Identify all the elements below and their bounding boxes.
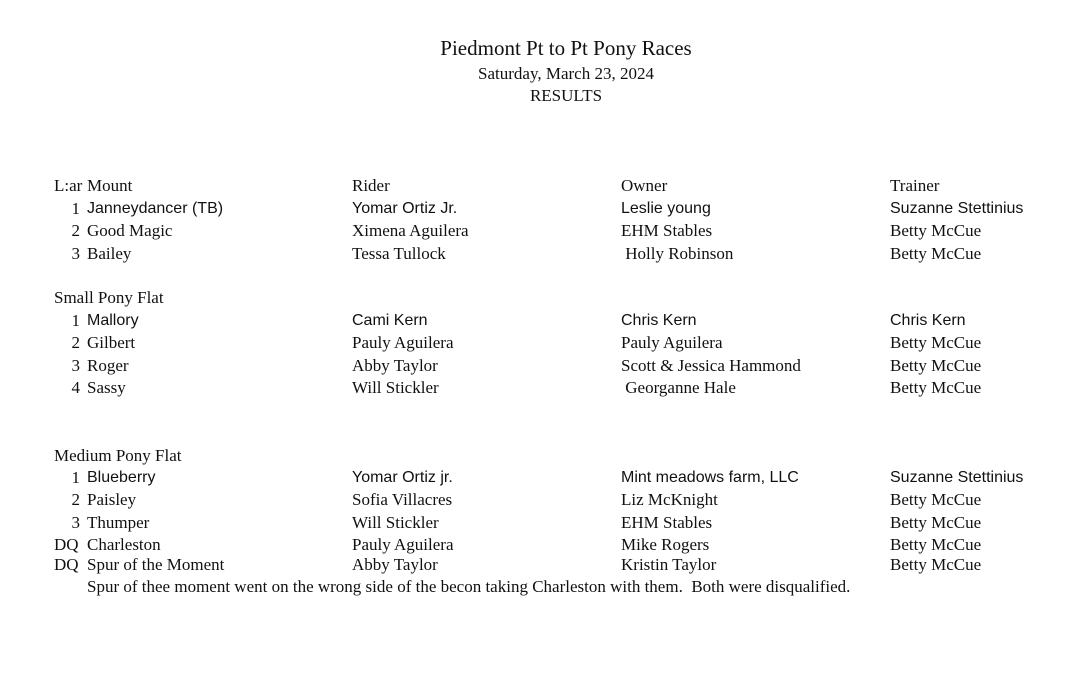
place: 1 bbox=[71, 311, 80, 330]
rider: Abby Taylor bbox=[352, 555, 438, 574]
table-header-row bbox=[0, 175, 1070, 197]
place: 4 bbox=[71, 378, 80, 397]
mount-column-header: Mount bbox=[87, 176, 133, 195]
owner: Liz McKnight bbox=[621, 490, 718, 509]
table-row bbox=[0, 243, 1070, 265]
place: 3 bbox=[71, 513, 80, 532]
mount: Charleston bbox=[87, 535, 161, 554]
rider: Cami Kern bbox=[352, 312, 428, 329]
owner: EHM Stables bbox=[621, 221, 713, 240]
mount: Bailey bbox=[87, 244, 132, 263]
trainer-column-header: Trainer bbox=[890, 176, 940, 195]
owner: Holly Robinson bbox=[621, 244, 734, 263]
owner: Kristin Taylor bbox=[621, 555, 717, 574]
rider: Pauly Aguilera bbox=[352, 333, 454, 352]
section-heading-small-pony-flat bbox=[0, 287, 1070, 309]
trainer: Chris Kern bbox=[890, 312, 966, 329]
race-date: Saturday, March 23, 2024 bbox=[478, 64, 654, 83]
rider: Abby Taylor bbox=[352, 356, 438, 375]
mount: Paisley bbox=[87, 490, 137, 509]
owner: Georganne Hale bbox=[621, 378, 736, 397]
mount: Thumper bbox=[87, 513, 150, 532]
trainer: Betty McCue bbox=[890, 378, 982, 397]
table-row bbox=[0, 355, 1070, 377]
table-row bbox=[0, 554, 1070, 576]
disqualification-note: Spur of thee moment went on the wrong side of the becon taking Charleston with them. Both were disqualified. bbox=[87, 577, 851, 596]
owner-column-header: Owner bbox=[621, 176, 668, 195]
mount: Spur of the Moment bbox=[87, 555, 225, 574]
document-title: Piedmont Pt to Pt Pony Races bbox=[440, 36, 692, 60]
place: 2 bbox=[71, 490, 80, 509]
owner: Leslie young bbox=[621, 200, 711, 217]
trainer: Betty McCue bbox=[890, 221, 982, 240]
table-row bbox=[0, 310, 1070, 332]
owner: Scott & Jessica Hammond bbox=[621, 356, 801, 375]
trainer: Betty McCue bbox=[890, 244, 982, 263]
rider: Will Stickler bbox=[352, 513, 439, 532]
rider: Pauly Aguilera bbox=[352, 535, 454, 554]
rider: Ximena Aguilera bbox=[352, 221, 469, 240]
owner: EHM Stables bbox=[621, 513, 713, 532]
trainer: Suzanne Stettinius bbox=[890, 200, 1024, 217]
mount: Good Magic bbox=[87, 221, 173, 240]
owner: Pauly Aguilera bbox=[621, 333, 723, 352]
section-heading-medium-pony-flat bbox=[0, 445, 1070, 467]
table-row bbox=[0, 467, 1070, 489]
rider: Yomar Ortiz Jr. bbox=[352, 200, 458, 217]
place: 1 bbox=[71, 468, 80, 487]
trainer: Betty McCue bbox=[890, 535, 982, 554]
mount: Mallory bbox=[87, 312, 139, 329]
rider: Will Stickler bbox=[352, 378, 439, 397]
results-heading: RESULTS bbox=[529, 86, 603, 105]
owner: Mike Rogers bbox=[621, 535, 710, 554]
rider: Yomar Ortiz jr. bbox=[352, 469, 453, 486]
table-row bbox=[0, 377, 1070, 399]
place: 3 bbox=[71, 244, 80, 263]
trainer: Suzanne Stettinius bbox=[890, 469, 1024, 486]
trainer: Betty McCue bbox=[890, 356, 982, 375]
trainer: Betty McCue bbox=[890, 333, 982, 352]
mount: Roger bbox=[87, 356, 129, 375]
table-row bbox=[0, 198, 1070, 220]
place: 3 bbox=[71, 356, 80, 375]
owner: Chris Kern bbox=[621, 312, 697, 329]
owner: Mint meadows farm, LLC bbox=[621, 469, 799, 486]
trainer: Betty McCue bbox=[890, 513, 982, 532]
section-title: Medium Pony Flat bbox=[54, 446, 182, 465]
rider: Tessa Tullock bbox=[352, 244, 446, 263]
trainer: Betty McCue bbox=[890, 555, 982, 574]
trainer: Betty McCue bbox=[890, 490, 982, 509]
mount: Sassy bbox=[87, 378, 126, 397]
place: DQ bbox=[54, 535, 79, 554]
rider: Sofia Villacres bbox=[352, 490, 453, 509]
place-column-header: L:ar bbox=[54, 176, 83, 195]
mount: Gilbert bbox=[87, 333, 136, 352]
place: 1 bbox=[71, 199, 80, 218]
mount: Janneydancer (TB) bbox=[87, 200, 224, 217]
mount: Blueberry bbox=[87, 469, 156, 486]
section-title: Small Pony Flat bbox=[54, 288, 164, 307]
table-row bbox=[0, 534, 1070, 556]
table-row bbox=[0, 220, 1070, 242]
place: 2 bbox=[71, 221, 80, 240]
rider-column-header: Rider bbox=[352, 176, 390, 195]
place: 2 bbox=[71, 333, 80, 352]
table-row bbox=[0, 512, 1070, 534]
table-row bbox=[0, 489, 1070, 511]
table-row bbox=[0, 332, 1070, 354]
place: DQ bbox=[54, 555, 79, 574]
